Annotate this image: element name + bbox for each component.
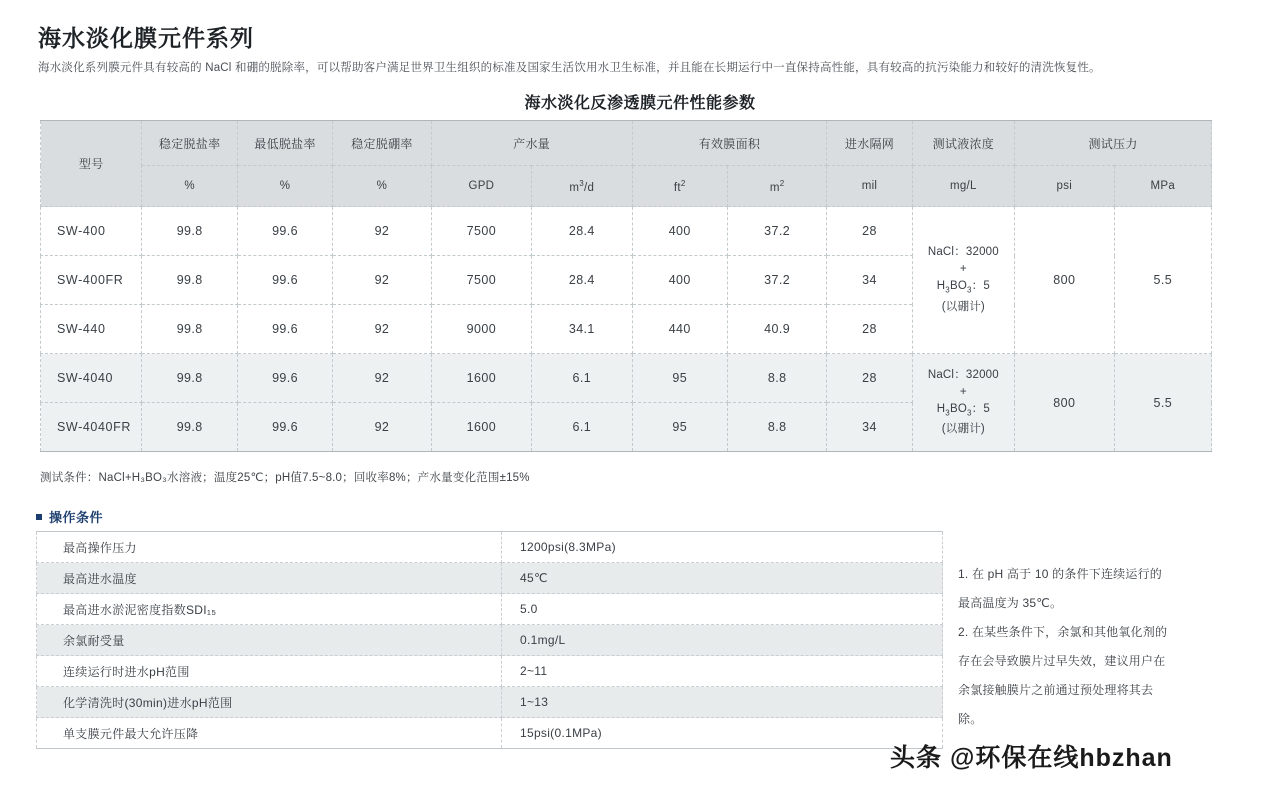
- cell-model: SW-440: [41, 305, 142, 354]
- concentration-plus-sign: +: [959, 263, 967, 276]
- cell-m3d: 28.4: [532, 207, 632, 256]
- note-1-line-2: 最高温度为 35℃。: [958, 596, 1063, 610]
- list-item: [37, 532, 943, 563]
- op-label: 连续运行时进水pH范围: [37, 656, 502, 687]
- concentration-line-boric-acid: [913, 278, 1014, 298]
- col-header-feed-spacer: 进水隔网: [827, 121, 912, 166]
- op-label: 余氯耐受量: [37, 625, 502, 656]
- cell-boron: 92: [333, 256, 431, 305]
- note-1-line-1: 1. 在 pH 高于 10 的条件下连续运行的: [958, 567, 1162, 581]
- concentration-line-nacl: NaCl：32000: [927, 368, 999, 381]
- unit-percent-boron: %: [333, 166, 431, 207]
- square-bullet-icon: [36, 514, 42, 520]
- cell-ft2: 400: [632, 207, 727, 256]
- intro-paragraph: 海水淡化系列膜元件具有较高的 NaCl 和硼的脱除率，可以帮助客户满足世界卫生组织的标准及国家生活饮用水卫生标准，并且能在长期运行中一直保持高性能，具有较高的抗污染能力和较好的清洗恢复性。: [38, 62, 1101, 74]
- header-row-groups: [41, 121, 1212, 166]
- cell-boron: 92: [333, 403, 431, 452]
- cell-stable-salt: 99.8: [142, 207, 237, 256]
- unit-mpa: MPa: [1114, 166, 1211, 207]
- cell-test-pressure-psi: 800: [1015, 354, 1114, 452]
- concentration-line-note: (以硼计): [941, 300, 985, 313]
- cell-gpd: 7500: [431, 207, 531, 256]
- cell-ft2: 95: [632, 354, 727, 403]
- cell-stable-salt: 99.8: [142, 305, 237, 354]
- cell-m3d: 6.1: [532, 403, 632, 452]
- unit-gpd: GPD: [431, 166, 531, 207]
- op-value: 5.0: [502, 594, 943, 625]
- cell-m3d: 6.1: [532, 354, 632, 403]
- cell-gpd: 1600: [431, 403, 531, 452]
- spec-table-head: [41, 121, 1212, 207]
- op-label: 单支膜元件最大允许压降: [37, 718, 502, 749]
- col-header-model: 型号: [41, 121, 142, 207]
- boric-value: ：5: [971, 280, 990, 293]
- concentration-plus-sign: +: [959, 385, 967, 398]
- cell-mil: 28: [827, 305, 912, 354]
- boric-value: ：5: [971, 402, 990, 415]
- cell-m2: 40.9: [727, 305, 826, 354]
- note-2-line-1: 2. 在某些条件下，余氯和其他氧化剂的: [958, 625, 1168, 639]
- cell-boron: 92: [333, 305, 431, 354]
- op-value: 2~11: [502, 656, 943, 687]
- cell-min-salt: 99.6: [237, 354, 332, 403]
- cell-mil: 28: [827, 207, 912, 256]
- cell-test-concentration: [912, 207, 1014, 354]
- cell-model: SW-4040: [41, 354, 142, 403]
- cell-test-pressure-mpa: 5.5: [1114, 207, 1211, 354]
- col-header-effective-membrane-area: 有效膜面积: [632, 121, 827, 166]
- cell-gpd: 1600: [431, 354, 531, 403]
- spec-table-title: 海水淡化反渗透膜元件性能参数: [524, 95, 756, 112]
- unit-m3-base: m: [569, 181, 580, 194]
- op-label: 最高操作压力: [37, 532, 502, 563]
- concentration-line-note: (以硼计): [941, 423, 985, 436]
- concentration-line-nacl: NaCl：32000: [927, 246, 999, 259]
- list-item: [37, 656, 943, 687]
- boric-sub-1: 3: [945, 408, 950, 418]
- note-2-line-3: 余氯接触膜片之前通过预处理将其去: [958, 683, 1154, 697]
- operating-conditions-table: [36, 531, 943, 749]
- col-header-test-solution-concentration: 测试液浓度: [912, 121, 1014, 166]
- unit-m3-per-day: [532, 166, 632, 207]
- unit-mg-per-liter: mg/L: [912, 166, 1014, 207]
- op-value: 1200psi(8.3MPa): [502, 532, 943, 563]
- op-label: 最高进水温度: [37, 563, 502, 594]
- concentration-line-boric-acid: [913, 401, 1014, 421]
- spec-table-container: [40, 120, 1212, 452]
- col-header-test-pressure: 测试压力: [1015, 121, 1212, 166]
- cell-m2: 37.2: [727, 256, 826, 305]
- cell-min-salt: 99.6: [237, 403, 332, 452]
- cell-min-salt: 99.6: [237, 305, 332, 354]
- cell-mil: 34: [827, 403, 912, 452]
- cell-model: SW-400FR: [41, 256, 142, 305]
- boric-h: H: [936, 280, 946, 293]
- col-header-min-salt-rejection: 最低脱盐率: [237, 121, 332, 166]
- cell-min-salt: 99.6: [237, 207, 332, 256]
- cell-boron: 92: [333, 207, 431, 256]
- note-2-line-2: 存在会导致膜片过早失效，建议用户在: [958, 654, 1166, 668]
- boric-sub-2: 3: [966, 408, 972, 418]
- cell-mil: 28: [827, 354, 912, 403]
- cell-test-pressure-mpa: 5.5: [1114, 354, 1211, 452]
- table-row: [41, 207, 1212, 256]
- spec-table-footnote: 测试条件：NaCl+H₃BO₃水溶液；温度25℃；pH值7.5~8.0；回收率8%；产水量变化范围±15%: [40, 472, 530, 484]
- cell-m2: 8.8: [727, 354, 826, 403]
- cell-test-pressure-psi: 800: [1015, 207, 1114, 354]
- unit-ft2-base: ft: [673, 181, 681, 194]
- col-header-stable-boron-rejection: 稳定脱硼率: [333, 121, 431, 166]
- op-value: 0.1mg/L: [502, 625, 943, 656]
- cell-ft2: 95: [632, 403, 727, 452]
- op-label: 化学清洗时(30min)进水pH范围: [37, 687, 502, 718]
- unit-m2-base: m: [769, 181, 780, 194]
- unit-mil: mil: [827, 166, 912, 207]
- list-item: [37, 625, 943, 656]
- cell-ft2: 440: [632, 305, 727, 354]
- notes-block: [958, 560, 1190, 734]
- cell-stable-salt: 99.8: [142, 256, 237, 305]
- cell-mil: 34: [827, 256, 912, 305]
- note-2-line-4: 除。: [958, 712, 983, 726]
- op-label: 最高进水淤泥密度指数SDI₁₅: [37, 594, 502, 625]
- boric-bo: BO: [949, 280, 967, 293]
- operating-conditions-heading-label: 操作条件: [49, 510, 104, 525]
- unit-psi: psi: [1015, 166, 1114, 207]
- watermark: 头条 @环保在线hbzhan: [890, 744, 1173, 772]
- unit-m3-denominator: /d: [584, 181, 595, 194]
- table-row: [41, 354, 1212, 403]
- col-header-stable-salt-rejection: 稳定脱盐率: [142, 121, 237, 166]
- op-value: 45℃: [502, 563, 943, 594]
- unit-percent-min-salt: %: [237, 166, 332, 207]
- cell-m3d: 28.4: [532, 256, 632, 305]
- op-value: 15psi(0.1MPa): [502, 718, 943, 749]
- unit-m3-exponent: 3: [579, 178, 585, 188]
- boric-bo: BO: [949, 402, 967, 415]
- list-item: [37, 594, 943, 625]
- operating-conditions-container: [36, 531, 942, 749]
- cell-gpd: 7500: [431, 256, 531, 305]
- unit-percent-stable-salt: %: [142, 166, 237, 207]
- op-value: 1~13: [502, 687, 943, 718]
- unit-m2-exponent: 2: [779, 178, 785, 188]
- list-item: [37, 687, 943, 718]
- cell-m3d: 34.1: [532, 305, 632, 354]
- cell-stable-salt: 99.8: [142, 354, 237, 403]
- unit-ft2-exponent: 2: [680, 178, 686, 188]
- boric-sub-1: 3: [945, 285, 950, 295]
- list-item: [37, 718, 943, 749]
- cell-boron: 92: [333, 354, 431, 403]
- cell-gpd: 9000: [431, 305, 531, 354]
- cell-model: SW-400: [41, 207, 142, 256]
- cell-m2: 37.2: [727, 207, 826, 256]
- unit-ft2: [632, 166, 727, 207]
- boric-sub-2: 3: [966, 285, 972, 295]
- unit-m2: [727, 166, 826, 207]
- operating-conditions-heading: [36, 507, 103, 526]
- cell-model: SW-4040FR: [41, 403, 142, 452]
- spec-table-body: [41, 207, 1212, 452]
- header-row-units: [41, 166, 1212, 207]
- boric-h: H: [936, 402, 946, 415]
- operating-conditions-body: [37, 532, 943, 749]
- cell-test-concentration: [912, 354, 1014, 452]
- cell-m2: 8.8: [727, 403, 826, 452]
- cell-min-salt: 99.6: [237, 256, 332, 305]
- list-item: [37, 563, 943, 594]
- col-header-water-production: 产水量: [431, 121, 632, 166]
- page-title: 海水淡化膜元件系列: [38, 25, 254, 51]
- spec-table: [40, 120, 1212, 452]
- cell-stable-salt: 99.8: [142, 403, 237, 452]
- cell-ft2: 400: [632, 256, 727, 305]
